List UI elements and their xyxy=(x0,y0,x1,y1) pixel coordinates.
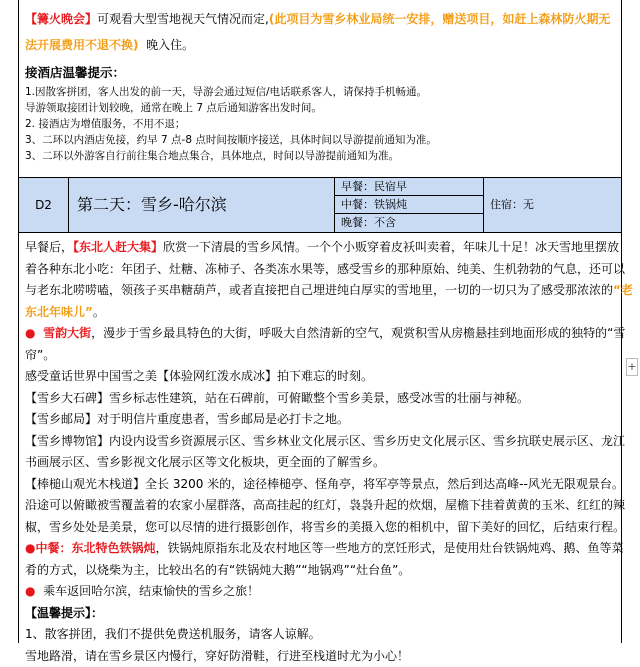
hotel-tip-1: 1.因散客拼团，客人出发的前一天，导游会通过短信/电话联系客人，请保持手机畅通。 xyxy=(25,84,615,100)
street-tag: 雪韵大街 xyxy=(43,326,91,340)
text-span: ，漫步于雪乡最具特色的大街，呼吸大自然清新的空气，观赏积雪从房檐悬挂到地面形成的独特的“雪 xyxy=(91,326,625,340)
paragraph-line xyxy=(25,538,615,560)
paragraph-line xyxy=(25,581,615,603)
hotel-tip-4: 3、二环以内酒店免接，约早 7 点-8 点时间按顺序接送，具体时间以导游提前通知为准。 xyxy=(25,132,615,148)
campfire-note-end: 法开展费用不退不换) xyxy=(25,38,139,52)
paragraph-line: 雪地路滑，请在雪乡景区内慢行，穿好防滑鞋，行进至栈道时尤为小心！ xyxy=(25,646,615,667)
text-span: 乘车返回哈尔滨，结束愉快的雪乡之旅！ xyxy=(43,584,259,598)
day-code: D2 xyxy=(19,178,69,232)
hotel-tip-5: 3、二环以外游客自行前往集合地点集合，具体地点，时间以导游提前通知为准。 xyxy=(25,148,615,164)
paragraph-line: 【雪乡大石碑】雪乡标志性建筑，站在石碑前，可俯瞰整个雪乡美景，感受冰雪的壮丽与神秘。 xyxy=(25,388,615,410)
paragraph-line: 1、散客拼团，我们不提供免费送机服务，请客人谅解。 xyxy=(25,624,615,646)
lunch-label: 中餐：铁锅炖 xyxy=(335,196,483,214)
text-span: ，铁锅炖原指东北及农村地区等一些地方的烹饪形式，是使用灶台铁锅炖鸡、鹅、鱼等菜 xyxy=(156,541,624,555)
paragraph-line: 【雪乡邮局】对于明信片重度患者，雪乡邮局是必打卡之地。 xyxy=(25,409,615,431)
paragraph-line: 着各种东北小吃：年团子、灶糖、冻柿子、各类冻水果等，感受雪乡的那种原始、纯美、生机勃勃的气息，还可以 xyxy=(25,259,615,281)
paragraph-line xyxy=(25,323,615,345)
meals-cell xyxy=(335,178,484,232)
hotel-tip-3: 2. 接酒店为增值服务，不用不退； xyxy=(25,116,615,132)
campfire-line-2 xyxy=(25,34,615,56)
stew-tag: 东北特色铁锅炖 xyxy=(71,541,155,555)
stay-label: 住宿：无 xyxy=(484,178,621,232)
campfire-text: 可观看大型雪地视天气情况而定, xyxy=(97,12,269,26)
lunch-bullet: ●中餐： xyxy=(25,541,71,555)
itinerary-page xyxy=(18,0,622,643)
paragraph-line: 帘”。 xyxy=(25,345,615,367)
paragraph-line: 书画展示区、雪乡影视文化展示区等文化板块，更全面的了解雪乡。 xyxy=(25,452,615,474)
text-span: 与老东北唠唠嗑，领孩子买串糖葫芦，或者直接把自己埋进纯白厚实的雪地里，一切的一切只为了感受那浓浓的 xyxy=(25,283,613,297)
hotel-tips-title: 接酒店温馨提示： xyxy=(25,62,615,84)
paragraph-line xyxy=(25,237,615,259)
checkin-text: 晚入住。 xyxy=(146,38,194,52)
paragraph-line: 沿途可以俯瞰被雪覆盖着的农家小屋群落，高高挂起的红灯，袅袅升起的炊烟，屋檐下挂着黄黄的玉米、红红的辣 xyxy=(25,495,615,517)
text-span: 。 xyxy=(93,305,105,319)
campfire-line-1 xyxy=(25,8,615,30)
day-header-table xyxy=(18,178,622,233)
paragraph-line: 椒，雪乡处处是美景，您可以尽情的进行摄影创作，将雪乡的美摄入您的相机中，留下美好的回忆，后结束行程。 xyxy=(25,517,615,539)
highlight-text: 东北年味儿” xyxy=(25,305,93,319)
evening-section xyxy=(18,0,622,178)
campfire-tag: 【篝火晚会】 xyxy=(25,12,97,26)
paragraph-line xyxy=(25,302,615,324)
campfire-note: (此项目为雪乡林业局统一安排，赠送项目，如赶上森林防火期无 xyxy=(269,12,611,26)
day-title: 第二天：雪乡-哈尔滨 xyxy=(69,178,335,232)
paragraph-line xyxy=(25,280,615,302)
text-span: 欣赏一下清晨的雪乡风情。一个个小贩穿着皮袄叫卖着，年味儿十足！冰天雪地里摆放 xyxy=(163,240,619,254)
paragraph-line: 【棒槌山观光木栈道】全长 3200 米的，途径棒槌亭、怪角亭，将军亭等景点，然后到达高峰--风光无限观景台。 xyxy=(25,474,615,496)
dinner-label: 晚餐：不含 xyxy=(335,214,483,232)
text-span: 早餐后， xyxy=(25,240,73,254)
warm-tips-title: 【温馨提示】： xyxy=(25,603,615,625)
paragraph-line: 肴的方式，以烧柴为主，比较出名的有“铁锅炖大鹅”“地锅鸡”“灶台鱼”。 xyxy=(25,560,615,582)
highlight-text: “老 xyxy=(613,283,633,297)
paragraph-line: 感受童话世界中国雪之美【体验网红泼水成冰】拍下难忘的时刻。 xyxy=(25,366,615,388)
bullet-icon: ● xyxy=(25,326,35,340)
breakfast-label: 早餐：民宿早 xyxy=(335,178,483,196)
hotel-tip-2: 导游领取接团计划较晚，通常在晚上 7 点后通知游客出发时间。 xyxy=(25,100,615,116)
market-tag: 【东北人赶大集】 xyxy=(73,240,163,254)
add-icon[interactable]: + xyxy=(626,358,638,376)
day-description xyxy=(18,233,622,643)
paragraph-line: 【雪乡博物馆】内设内设雪乡资源展示区、雪乡林业文化展示区、雪乡历史文化展示区、雪乡抗联史展示区、龙江 xyxy=(25,431,615,453)
bullet-icon: ● xyxy=(25,584,35,598)
